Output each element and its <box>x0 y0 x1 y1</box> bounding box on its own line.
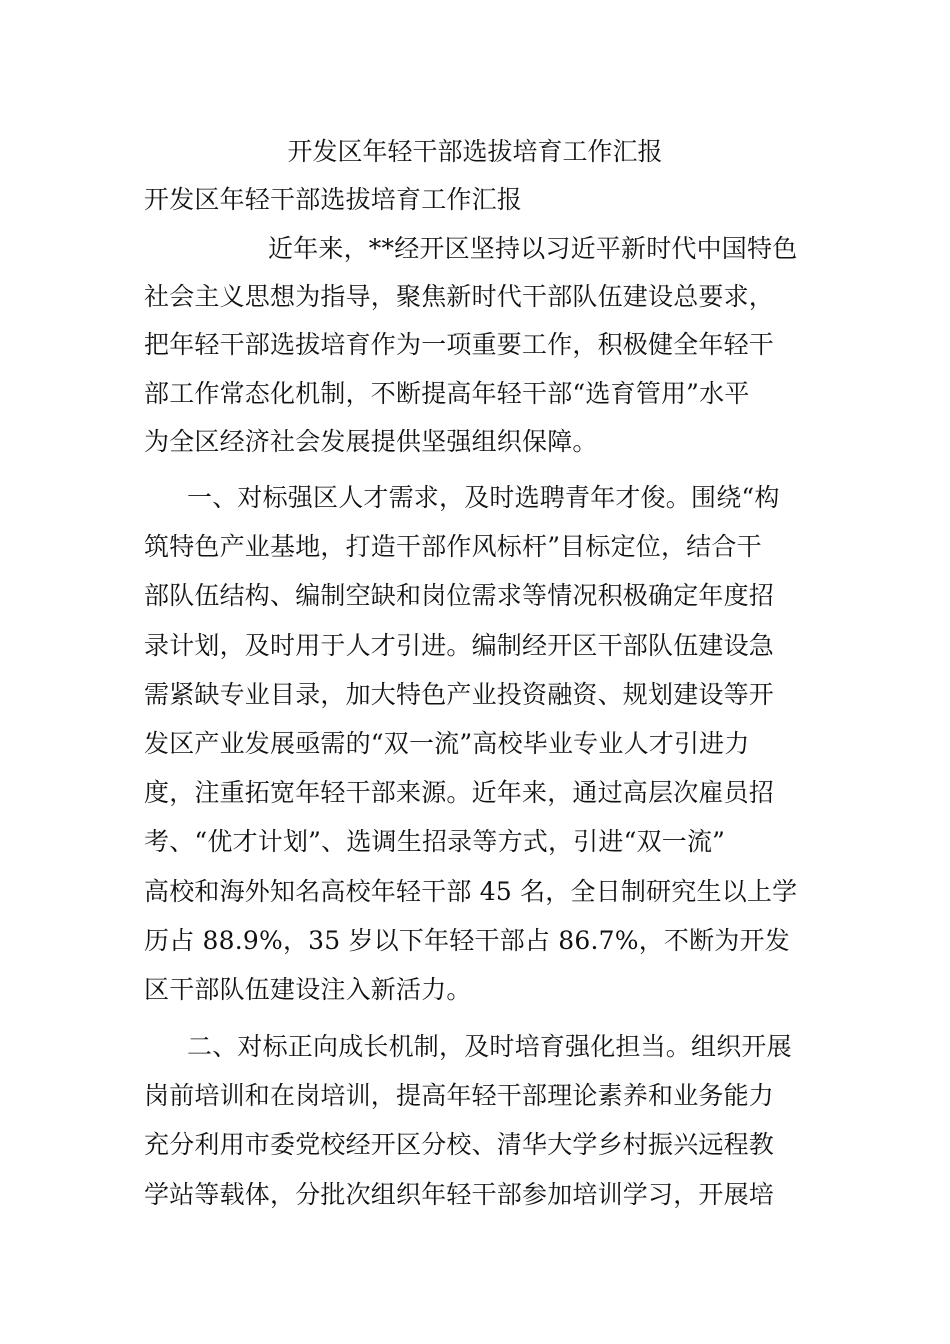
paragraph-line: 学站等载体，分批次组织年轻干部参加培训学习，开展培 <box>144 1180 775 1209</box>
paragraph-line: 历占 88.9%，35 岁以下年轻干部占 86.7%，不断为开发 <box>144 926 790 955</box>
paragraph-line: 录计划，及时用于人才引进。编制经开区干部队伍建设急 <box>144 631 775 660</box>
paragraph-line: 为全区经济社会发展提供坚强组织保障。 <box>144 427 598 456</box>
paragraph-line: 高校和海外知名高校年轻干部 45 名，全日制研究生以上学 <box>144 877 798 906</box>
paragraph-line: 近年来，**经开区坚持以习近平新时代中国特色 <box>268 234 798 263</box>
paragraph-line: 需紧缺专业目录，加大特色产业投资融资、规划建设等开 <box>144 680 775 709</box>
paragraph-line: 岗前培训和在岗培训，提高年轻干部理论素养和业务能力 <box>144 1081 775 1110</box>
document-title: 开发区年轻干部选拔培育工作汇报 <box>287 137 663 166</box>
paragraph-line: 度，注重拓宽年轻干部来源。近年来，通过高层次雇员招 <box>144 778 775 807</box>
paragraph-line: 一、对标强区人才需求，及时选聘青年才俊。围绕“构 <box>187 483 780 512</box>
paragraph-line: 部工作常态化机制，不断提高年轻干部“选育管用”水平 <box>144 379 750 408</box>
paragraph-line: 发区产业发展亟需的“双一流”高校毕业专业人才引进力 <box>144 729 750 758</box>
paragraph-line: 充分利用市委党校经开区分校、清华大学乡村振兴远程教 <box>144 1130 775 1159</box>
paragraph-line: 二、对标正向成长机制，及时培育强化担当。组织开展 <box>187 1032 792 1061</box>
document-subtitle: 开发区年轻干部选拔培育工作汇报 <box>144 185 523 214</box>
paragraph-line: 部队伍结构、编制空缺和岗位需求等情况积极确定年度招 <box>144 581 775 610</box>
paragraph-line: 区干部队伍建设注入新活力。 <box>144 975 472 1004</box>
paragraph-line: 筑特色产业基地，打造干部作风标杆”目标定位，结合干 <box>144 532 762 561</box>
paragraph-line: 社会主义思想为指导，聚焦新时代干部队伍建设总要求， <box>144 282 775 311</box>
paragraph-line: 把年轻干部选拔培育作为一项重要工作，积极健全年轻干 <box>144 330 775 359</box>
paragraph-line: 考、“优才计划”、选调生招录等方式，引进“双一流” <box>144 827 726 856</box>
